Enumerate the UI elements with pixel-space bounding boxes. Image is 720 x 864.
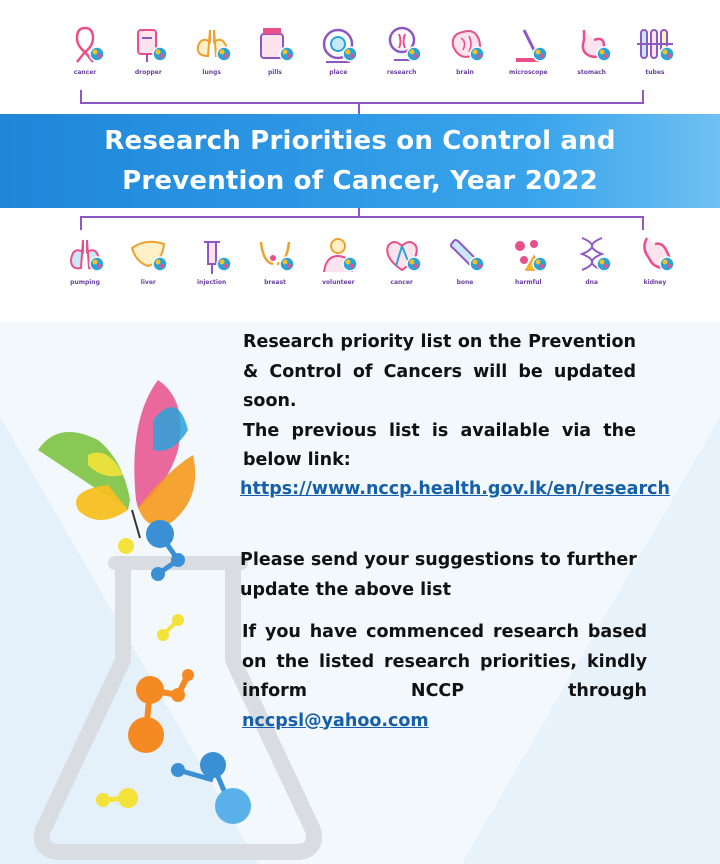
top-icon-item: [498, 22, 558, 76]
icon-row-top: [55, 22, 685, 76]
title-line-2: Prevention of Cancer, Year 2022: [122, 166, 598, 196]
research-link[interactable]: https://www.nccp.health.gov.lk/en/research: [240, 479, 670, 499]
connector-line-bottom: [80, 216, 644, 230]
icon-label: stomach: [577, 69, 606, 76]
dropper-icon: [126, 22, 170, 66]
bottom-icon-item: [182, 232, 242, 286]
kidney-icon: [633, 232, 677, 276]
icon-label: place: [329, 69, 348, 76]
ribbon-icon: [63, 22, 107, 66]
volunteer-icon: [316, 232, 360, 276]
liver-icon: [126, 232, 170, 276]
injection-icon: [190, 232, 234, 276]
email-link[interactable]: nccpsl@yahoo.com: [242, 710, 429, 731]
icon-label: cancer: [73, 69, 97, 76]
inform-paragraph: If you have commenced research based on the listed research priorities, kindly inform NCCP through: [242, 622, 647, 701]
commenced-research-block: [242, 618, 647, 736]
pumping-icon: [63, 232, 107, 276]
bottom-icon-item: [625, 232, 685, 286]
stomach-icon: [570, 22, 614, 66]
icon-row-bottom: [55, 232, 685, 286]
place-icon: [316, 22, 360, 66]
icon-label: lungs: [202, 69, 221, 76]
bottom-icon-item: [372, 232, 432, 286]
bottom-icon-item: [55, 232, 115, 286]
icon-label: bone: [456, 279, 474, 286]
icon-label: volunteer: [322, 279, 355, 286]
tubes-icon: [633, 22, 677, 66]
icon-label: liver: [140, 279, 156, 286]
bottom-icon-item: [118, 232, 178, 286]
bottom-icon-item: [245, 232, 305, 286]
lungs-icon: [190, 22, 234, 66]
icon-label: injection: [196, 279, 227, 286]
icon-label: brain: [456, 69, 474, 76]
connector-stem-bottom: [358, 208, 360, 216]
microscope-icon: [506, 22, 550, 66]
icon-label: breast: [264, 279, 286, 286]
top-icon-item: [245, 22, 305, 76]
top-icon-item: [182, 22, 242, 76]
bottom-icon-item: [308, 232, 368, 286]
top-icon-item: [435, 22, 495, 76]
harmful-icon: [506, 232, 550, 276]
brain-icon: [443, 22, 487, 66]
research-priority-notice: [243, 328, 636, 476]
bone-icon: [443, 232, 487, 276]
connector-line-top: [80, 90, 644, 104]
top-icon-item: [625, 22, 685, 76]
icon-label: harmful: [515, 279, 542, 286]
icon-label: dna: [585, 279, 598, 286]
title-banner: [0, 114, 720, 208]
top-icon-item: [308, 22, 368, 76]
top-icon-item: [118, 22, 178, 76]
bottom-icon-item: [435, 232, 495, 286]
top-icon-item: [372, 22, 432, 76]
icon-label: research: [386, 69, 417, 76]
top-icon-item: [55, 22, 115, 76]
icon-label: tubes: [645, 69, 665, 76]
previous-list-paragraph: The previous list is available via the below link:: [243, 420, 636, 470]
suggestions-paragraph: Please send your suggestions to further update the above list: [240, 550, 637, 600]
breast-icon: [253, 232, 297, 276]
notice-paragraph: Research priority list on the Prevention & Control of Cancers will be updated soon.: [243, 332, 636, 411]
bottom-icon-item: [498, 232, 558, 286]
bottom-icon-item: [562, 232, 622, 286]
icon-label: kidney: [643, 279, 667, 286]
research-icon: [380, 22, 424, 66]
icon-label: cancer: [390, 279, 413, 286]
dna-icon: [570, 232, 614, 276]
ribbon-heart-icon: [380, 232, 424, 276]
icon-label: pills: [267, 69, 282, 76]
title-line-1: Research Priorities on Control and: [104, 126, 616, 156]
icon-label: pumping: [70, 279, 100, 286]
link-block: [240, 475, 700, 505]
icon-label: dropper: [134, 69, 162, 76]
connector-stem-top: [358, 102, 360, 114]
top-icon-item: [562, 22, 622, 76]
pills-icon: [253, 22, 297, 66]
icon-label: microscope: [509, 69, 548, 76]
